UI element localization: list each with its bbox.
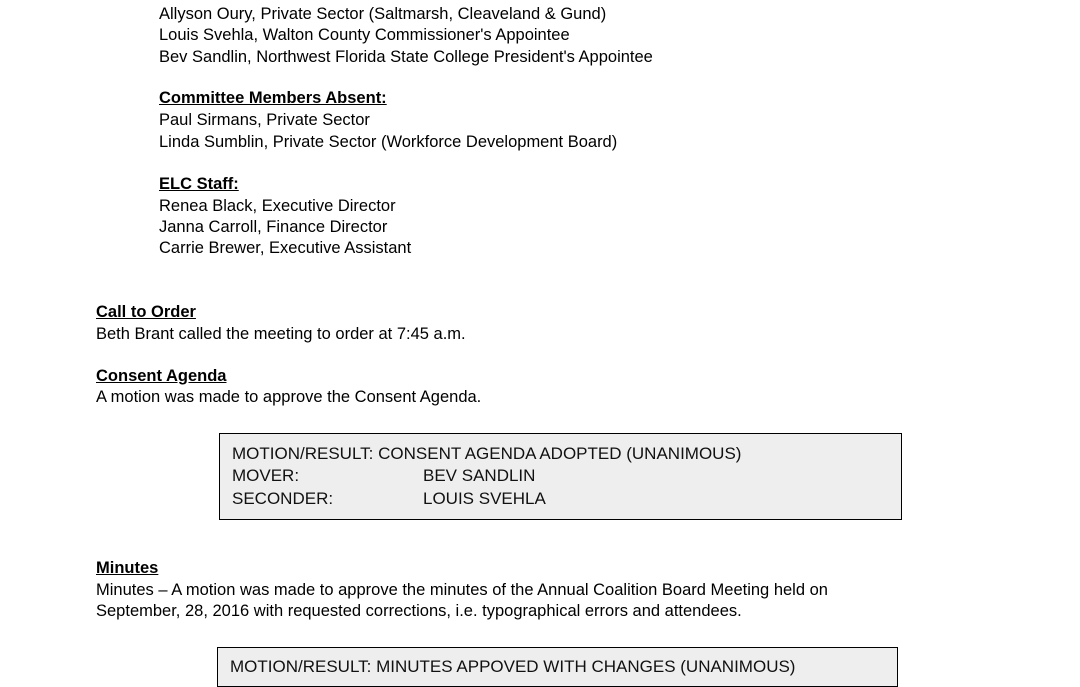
motion-seconder-label: SECONDER: [232,489,334,508]
motion-result-value: CONSENT AGENDA ADOPTED (UNANIMOUS) [378,444,742,463]
absent-heading: Committee Members Absent: [159,89,387,107]
absent-member-1: Paul Sirmans, Private Sector [159,111,370,129]
motion-result-label: MOTION/RESULT: [232,444,374,463]
motion-mover-value: BEV SANDLIN [423,466,536,485]
consent-motion-mover-row [232,465,535,486]
minutes-motion-box [217,647,898,687]
staff-member-2: Janna Carroll, Finance Director [159,218,388,236]
present-member-3: Bev Sandlin, Northwest Florida State College President's Appointee [159,48,653,66]
minutes-text-line2: September, 28, 2016 with requested corrections, i.e. typographical errors and attendees. [96,602,742,620]
consent-motion-box [219,433,902,520]
minutes-heading: Minutes [96,559,159,577]
consent-agenda-heading: Consent Agenda [96,367,227,385]
consent-agenda-text: A motion was made to approve the Consent Agenda. [96,388,482,406]
absent-member-2: Linda Sumblin, Private Sector (Workforce Development Board) [159,133,618,151]
staff-member-3: Carrie Brewer, Executive Assistant [159,239,412,257]
motion-result-value: MINUTES APPOVED WITH CHANGES (UNANIMOUS) [376,657,796,676]
minutes-motion-result-row [230,656,795,677]
motion-mover-label: MOVER: [232,466,300,485]
present-member-2: Louis Svehla, Walton County Commissioner's Appointee [159,26,570,44]
minutes-text-line1: Minutes – A motion was made to approve the minutes of the Annual Coalition Board Meeting held on [96,581,828,599]
call-to-order-text: Beth Brant called the meeting to order at 7:45 a.m. [96,325,466,343]
consent-motion-seconder-row [232,488,546,509]
call-to-order-heading: Call to Order [96,303,196,321]
staff-heading: ELC Staff: [159,175,239,193]
motion-result-label: MOTION/RESULT: [230,657,372,676]
motion-seconder-value: LOUIS SVEHLA [423,489,546,508]
present-member-1: Allyson Oury, Private Sector (Saltmarsh, Cleaveland & Gund) [159,5,607,23]
consent-motion-result-row [232,443,741,464]
staff-member-1: Renea Black, Executive Director [159,197,396,215]
